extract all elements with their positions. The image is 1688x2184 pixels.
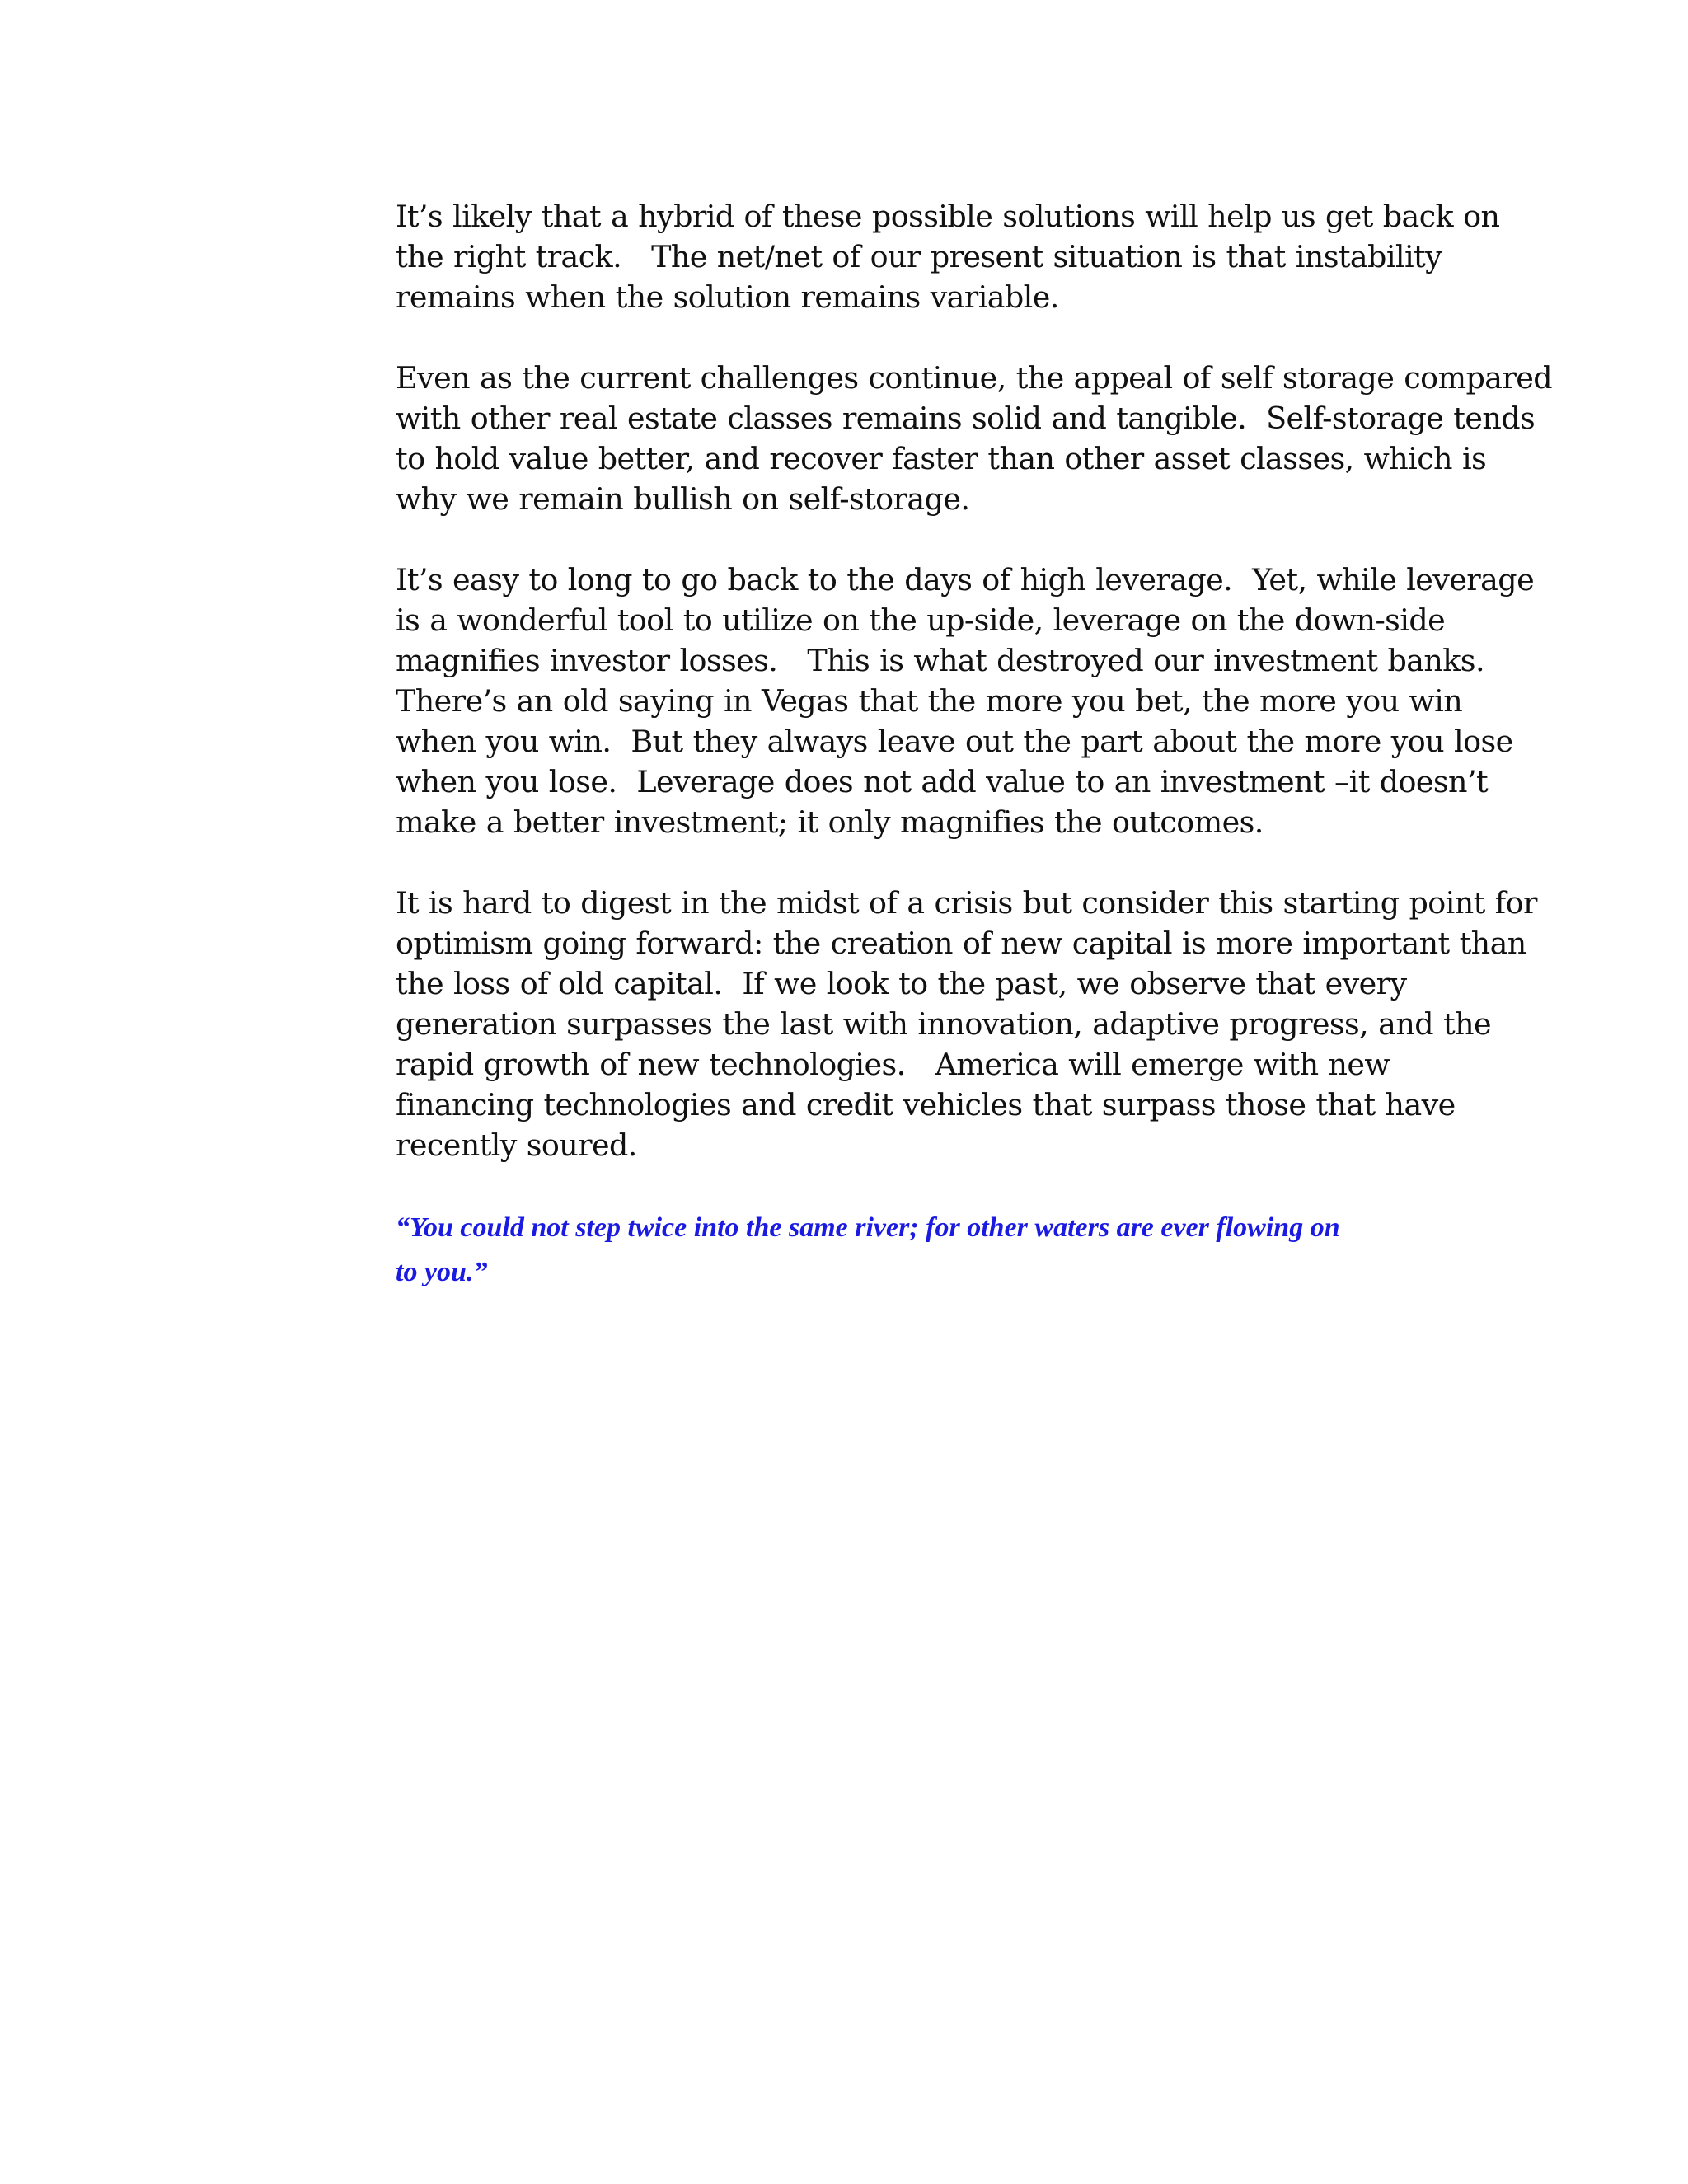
paragraph-optimism	[396, 883, 1537, 1165]
text-line: to hold value better, and recover faster than other asset classes, which is	[396, 441, 1487, 476]
page-content	[396, 196, 1553, 1295]
closing-quote	[396, 1206, 1442, 1295]
text-line: Even as the current challenges continue, the appeal of self storage compared	[396, 360, 1553, 396]
paragraph-hybrid-solutions	[396, 196, 1500, 317]
quote-line: “You could not step twice into the same river; for other waters are ever flowing on	[396, 1212, 1340, 1243]
text-line: make a better investment; it only magnifies the outcomes.	[396, 804, 1264, 840]
text-line: when you win. But they always leave out the part about the more you lose	[396, 724, 1513, 759]
text-line: generation surpasses the last with innovation, adaptive progress, and the	[396, 1006, 1491, 1042]
paragraph-self-storage-appeal	[396, 358, 1553, 519]
quote-line: to you.”	[396, 1257, 488, 1287]
text-line: rapid growth of new technologies. America will emerge with new	[396, 1047, 1390, 1082]
text-line: recently soured.	[396, 1127, 637, 1163]
text-line: financing technologies and credit vehicles that surpass those that have	[396, 1087, 1456, 1122]
text-line: It is hard to digest in the midst of a crisis but consider this starting point for	[396, 885, 1537, 921]
text-line: when you lose. Leverage does not add value to an investment –it doesn’t	[396, 764, 1489, 799]
text-line: with other real estate classes remains solid and tangible. Self-storage tends	[396, 401, 1536, 436]
text-line: magnifies investor losses. This is what destroyed our investment banks.	[396, 643, 1484, 678]
text-line: remains when the solution remains variable.	[396, 279, 1059, 315]
paragraph-leverage	[396, 560, 1535, 842]
text-line: It’s easy to long to go back to the days of high leverage. Yet, while leverage	[396, 562, 1535, 598]
text-line: the loss of old capital. If we look to the past, we observe that every	[396, 966, 1407, 1001]
text-line: why we remain bullish on self-storage.	[396, 481, 970, 517]
text-line: the right track. The net/net of our present situation is that instability	[396, 239, 1442, 274]
text-line: optimism going forward: the creation of new capital is more important than	[396, 926, 1526, 961]
text-line: is a wonderful tool to utilize on the up-side, leverage on the down-side	[396, 602, 1446, 638]
text-line: There’s an old saying in Vegas that the more you bet, the more you win	[396, 683, 1463, 719]
text-line: It’s likely that a hybrid of these possible solutions will help us get back on	[396, 199, 1500, 234]
